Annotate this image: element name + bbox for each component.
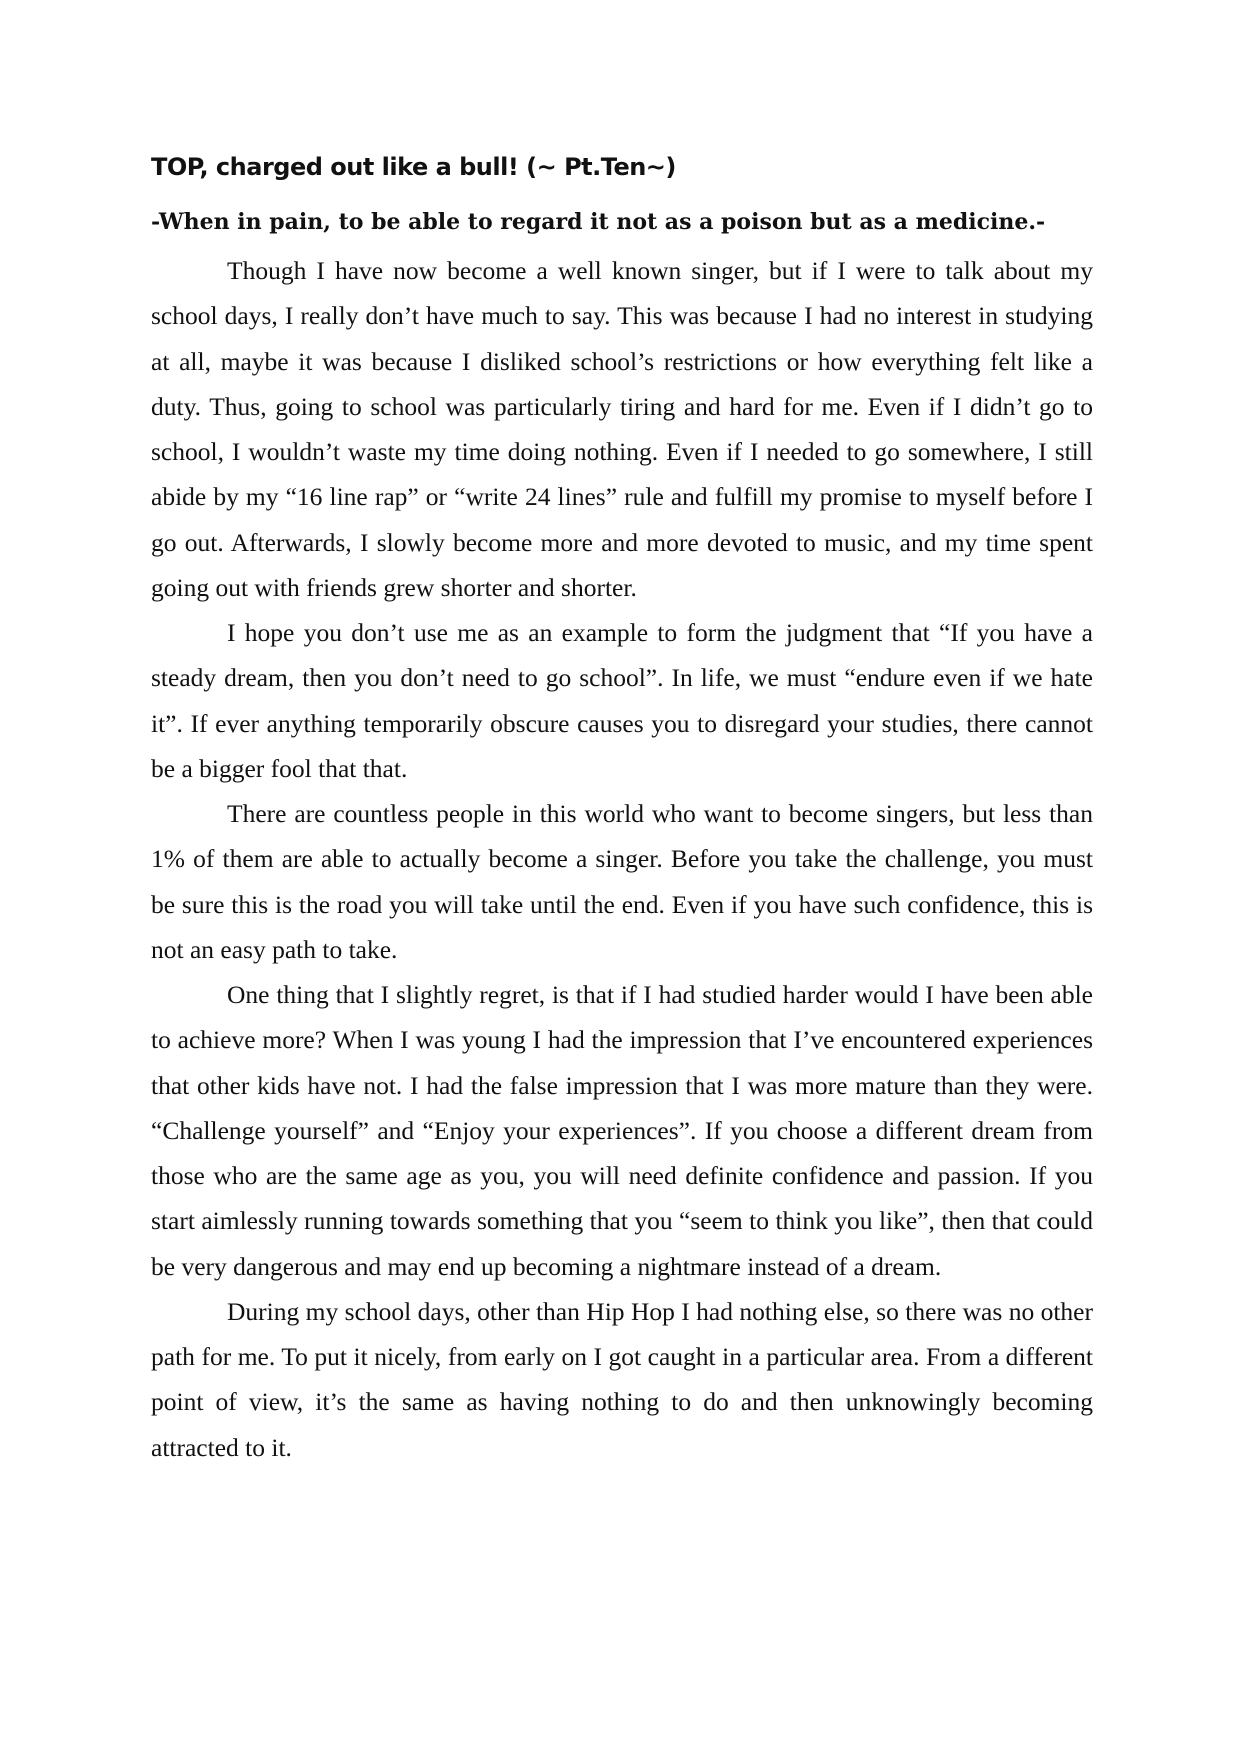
document-body xyxy=(151,248,1093,1470)
paragraph: I hope you don’t use me as an example to form the judgment that “If you have a steady dream, then you don’t need to go school”. In life, we must “endure even if we hate it”. If ever anything temporarily obscure causes you to disregard your studies, there cannot be a bigger fool that that. xyxy=(151,618,1093,783)
document-title: TOP, charged out like a bull! (~ Pt.Ten~) xyxy=(151,153,676,181)
paragraph: One thing that I slightly regret, is that if I had studied harder would I have been able to achieve more? When I was young I had the impression that I’ve encountered experiences that other kids have not. I had the false impression that I was more mature than they were. “Challenge yourself” and “Enjoy your experiences”. If you choose a different dream from those who are the same age as you, you will need definite confidence and passion. If you start aimlessly running towards something that you “seem to think you like”, then that could be very dangerous and may end up becoming a nightmare instead of a dream. xyxy=(151,980,1093,1281)
document-subtitle: -When in pain, to be able to regard it not as a poison but as a medicine.- xyxy=(151,209,1046,235)
paragraph: During my school days, other than Hip Hop I had nothing else, so there was no other path for me. To put it nicely, from early on I got caught in a particular area. From a different point of view, it’s the same as having nothing to do and then unknowingly becoming attracted to it. xyxy=(151,1296,1093,1462)
paragraph: There are countless people in this world who want to become singers, but less than 1% of them are able to actually become a singer. Before you take the challenge, you must be sure this is the road you will take until the end. Even if you have such confidence, this is not an easy path to take. xyxy=(151,799,1093,964)
paragraph: Though I have now become a well known singer, but if I were to talk about my school days, I really don’t have much to say. This was because I had no interest in studying at all, maybe it was because I disliked school’s restrictions or how everything felt like a duty. Thus, going to school was particularly tiring and hard for me. Even if I didn’t go to school, I wouldn’t waste my time doing nothing. Even if I needed to go somewhere, I still abide by my “16 line rap” or “write 24 lines” rule and fulfill my promise to myself before I go out. Afterwards, I slowly become more and more devoted to music, and my time spent going out with friends grew shorter and shorter. xyxy=(151,256,1093,602)
